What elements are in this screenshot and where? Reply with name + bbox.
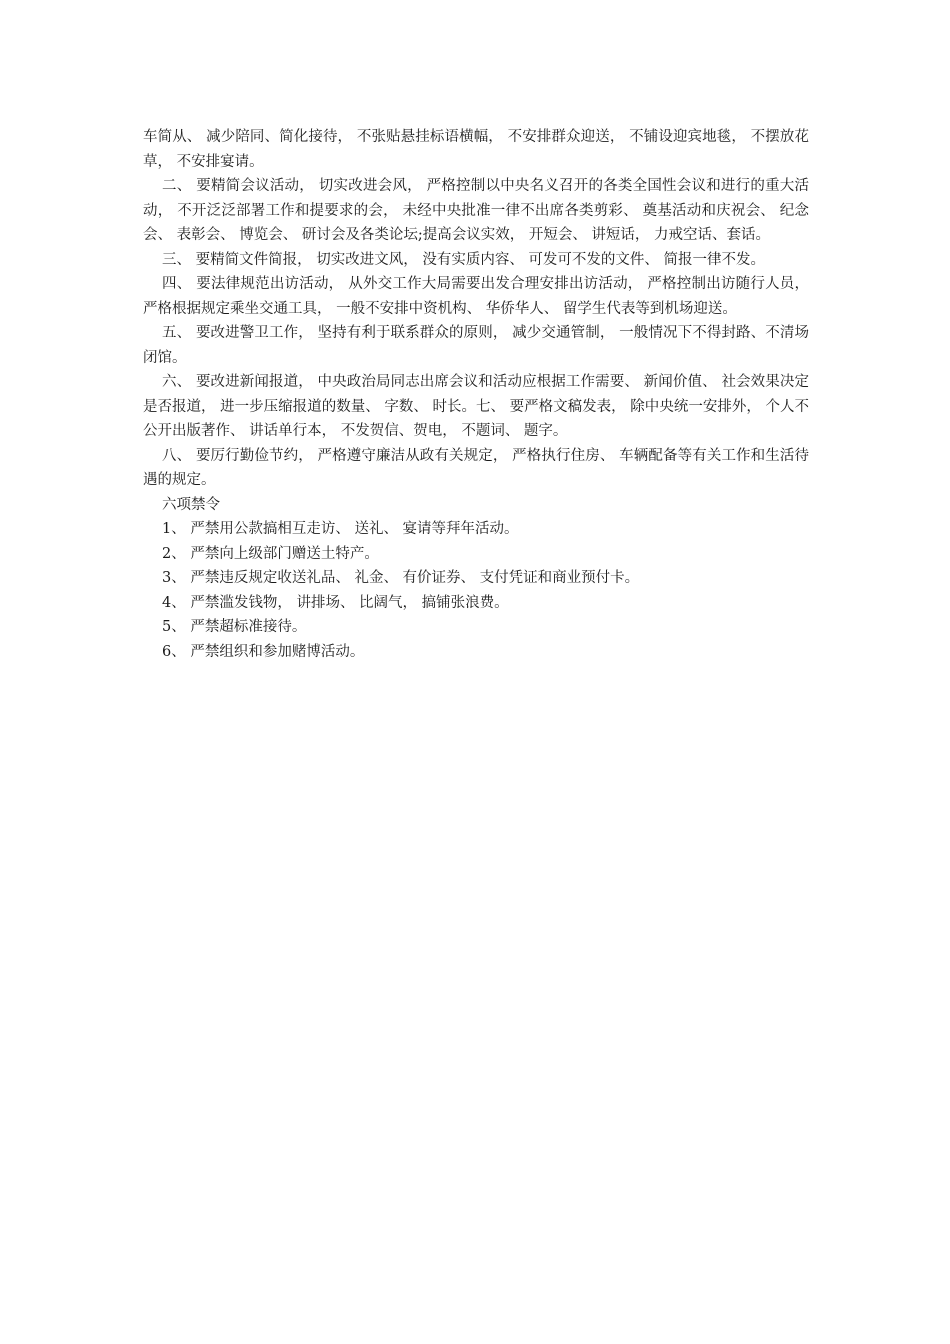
paragraph-item-5: 五、 要改进警卫工作， 坚持有利于联系群众的原则， 减少交通管制， 一般情况下不得封路、不清场闭馆。 [143,325,809,366]
rule-item-4: 4、 严禁滥发钱物， 讲排场、 比阔气， 搞铺张浪费。 [162,594,509,611]
paragraph-item-6-7: 六、 要改进新闻报道， 中央政治局同志出席会议和活动应根据工作需要、 新闻价值、 社会效果决定是否报道， 进一步压缩报道的数量、 字数、 时长。七、 要严格文稿发表， 除中央统一安排外， 个人不公开出版著作、 讲话单行本， 不发贺信、贺电， 不题词、 题字。 [143,374,809,439]
section-title: 六项禁令 [162,496,220,513]
rule-item-5: 5、 严禁超标准接待。 [162,619,307,635]
document-body [143,125,809,664]
paragraph-item-4: 四、 要法律规范出访活动， 从外交工作大局需要出发合理安排出访活动， 严格控制出访随行人员，严格根据规定乘坐交通工具， 一般不安排中资机构、 华侨华人、 留学生代表等到机场迎送。 [143,276,809,317]
rule-item-6: 6、 严禁组织和参加赌博活动。 [162,643,365,660]
rule-item-1: 1、 严禁用公款搞相互走访、 送礼、 宴请等拜年活动。 [162,521,519,537]
paragraph-continuation: 车简从、 减少陪同、简化接待， 不张贴悬挂标语横幅， 不安排群众迎送， 不铺设迎宾地毯， 不摆放花草， 不安排宴请。 [143,129,809,170]
paragraph-item-2: 二、 要精简会议活动， 切实改进会风， 严格控制以中央名义召开的各类全国性会议和进行的重大活动， 不开泛泛部署工作和提要求的会， 未经中央批准一律不出席各类剪彩、 奠基活动和庆祝会、 纪念会、 表彰会、 博览会、 研讨会及各类论坛;提高会议实效， 开短会、 讲短话， 力戒空话、套话。 [143,178,809,243]
rule-item-2: 2、 严禁向上级部门赠送土特产。 [162,545,379,562]
paragraph-item-3: 三、 要精简文件简报， 切实改进文风， 没有实质内容、 可发可不发的文件、 简报一律不发。 [162,251,766,268]
paragraph-item-8: 八、 要厉行勤俭节约， 严格遵守廉洁从政有关规定， 严格执行住房、 车辆配备等有关工作和生活待遇的规定。 [143,447,809,488]
rule-item-3: 3、 严禁违反规定收送礼品、 礼金、 有价证券、 支付凭证和商业预付卡。 [162,570,640,586]
